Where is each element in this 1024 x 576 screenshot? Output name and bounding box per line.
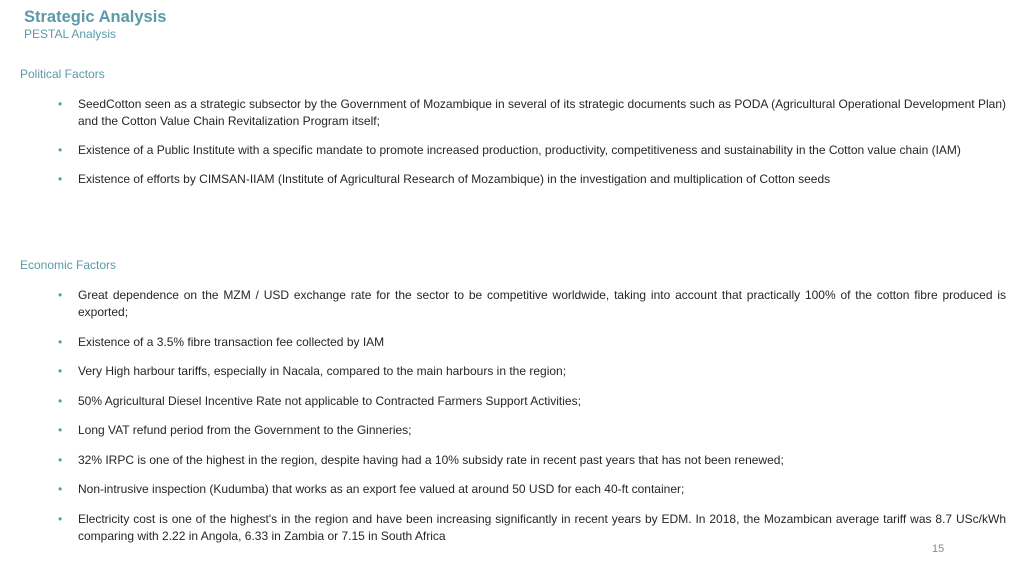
list-item	[58, 422, 1006, 439]
bullet-icon: •	[58, 423, 63, 437]
economic-factors-heading: Economic Factors	[20, 258, 117, 272]
list-item-text: Existence of a 3.5% fibre transaction fee collected by IAM	[78, 334, 385, 349]
bullet-icon: •	[58, 97, 63, 111]
list-item	[58, 363, 1006, 380]
list-item	[58, 334, 1006, 351]
bullet-icon: •	[58, 364, 63, 378]
list-item-text: Non-intrusive inspection (Kudumba) that works as an export fee valued at around 50 USD for each 40-ft container;	[78, 482, 685, 496]
list-item-text: Existence of a Public Institute with a specific mandate to promote increased production, productivity, competitiveness and sustainability in the Cotton value chain (IAM)	[78, 143, 961, 157]
bullet-icon: •	[58, 482, 63, 496]
list-item	[58, 452, 1006, 469]
page-number: 15	[932, 543, 945, 555]
list-item-text: 50% Agricultural Diesel Incentive Rate not applicable to Contracted Farmers Support Activities;	[78, 393, 581, 408]
list-item	[58, 142, 1006, 159]
list-item-text: Great dependence on the MZM / USD exchange rate for the sector to be competitive worldwide, taking into account that practically 100% of the cotton fibre produced is exported;	[78, 288, 1006, 319]
list-item	[58, 171, 1006, 188]
page-title: Strategic Analysis	[24, 8, 167, 26]
list-item	[58, 287, 1006, 321]
bullet-icon: •	[58, 334, 63, 349]
list-item-text: Very High harbour tariffs, especially in Nacala, compared to the main harbours in the region;	[78, 364, 567, 378]
bullet-icon: •	[58, 452, 63, 467]
list-item	[58, 393, 1006, 410]
political-factors-heading: Political Factors	[20, 67, 105, 81]
list-item	[58, 96, 1006, 130]
bullet-icon: •	[58, 288, 63, 302]
list-item-text: 32% IRPC is one of the highest in the region, despite having had a 10% subsidy rate in recent past years that has not been renewed;	[78, 452, 784, 467]
list-item	[58, 481, 1006, 498]
political-factors-list	[58, 96, 1006, 200]
bullet-icon: •	[58, 511, 63, 526]
economic-factors-list	[58, 287, 1006, 557]
list-item-text: Existence of efforts by CIMSAN-IIAM (Institute of Agricultural Research of Mozambique) in the investigation and multiplication of Cotton seeds	[78, 172, 831, 186]
list-item-text: Electricity cost is one of the highest's in the region and have been increasing significantly in recent years by EDM. In 2018, the Mozambican average tariff was 8.7 USc/kWh comparing with 2.22 in Angola, 6.33 in Zambia or 7.15 in South Africa	[78, 511, 1006, 543]
bullet-icon: •	[58, 172, 63, 186]
bullet-icon: •	[58, 393, 63, 408]
list-item-text: Long VAT refund period from the Government to the Ginneries;	[78, 423, 412, 437]
page-subtitle: PESTAL Analysis	[24, 27, 117, 41]
list-item-text: SeedCotton seen as a strategic subsector by the Government of Mozambique in several of its strategic documents such as PODA (Agricultural Operational Development Plan) and the Cotton Value Chain Revitalization Program itself;	[78, 97, 1006, 128]
list-item	[58, 511, 1006, 545]
bullet-icon: •	[58, 143, 63, 157]
